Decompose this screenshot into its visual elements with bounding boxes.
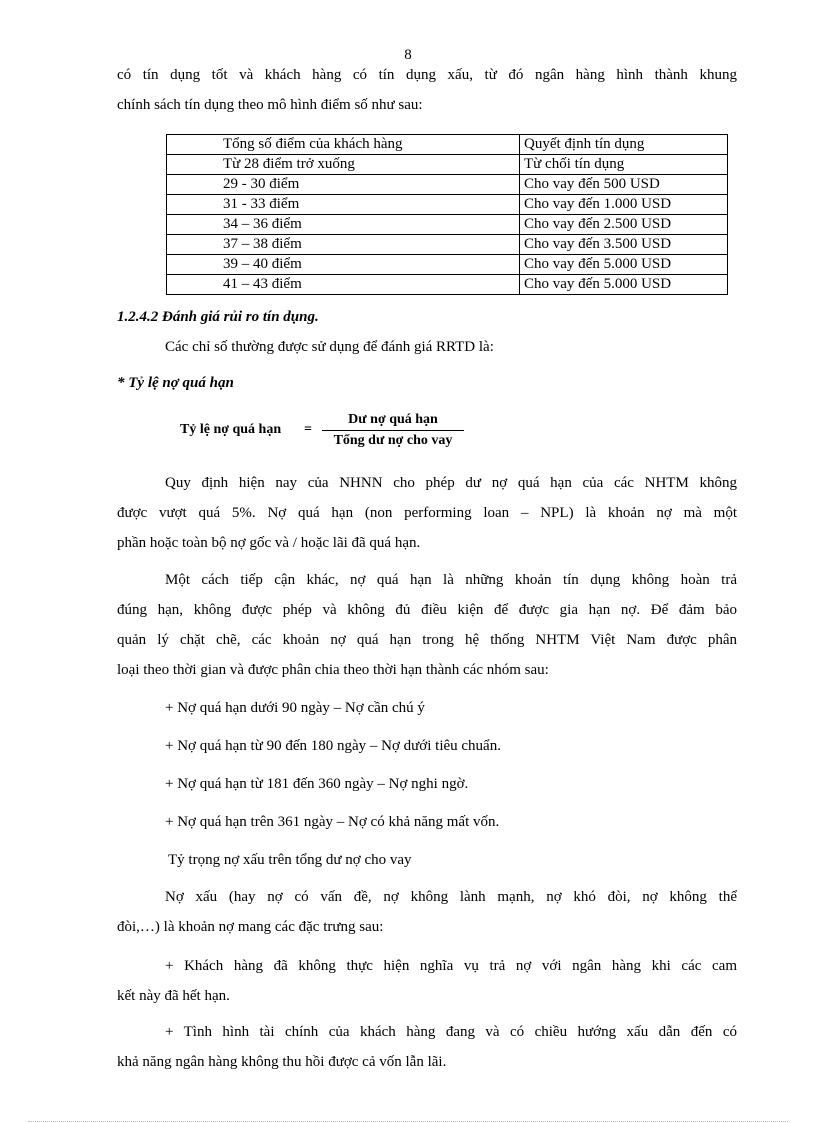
table-cell: 34 – 36 điểm	[167, 215, 520, 235]
formula-numerator: Dư nợ quá hạn	[322, 412, 464, 431]
table-cell: Cho vay đến 1.000 USD	[520, 195, 728, 215]
table-row	[167, 195, 728, 215]
ratio-title: Tỷ trọng nợ xấu trên tổng dư nợ cho vay	[168, 852, 412, 868]
table-row	[167, 175, 728, 195]
table-row	[167, 235, 728, 255]
table-header-cell: Tổng số điểm của khách hàng	[167, 135, 520, 155]
table-cell: 37 – 38 điểm	[167, 235, 520, 255]
body-line: + Tình hình tài chính của khách hàng đang và có chiều hướng xấu dẫn đến có	[165, 1024, 737, 1040]
body-line: Quy định hiện nay của NHNN cho phép dư nợ quá hạn của các NHTM không	[165, 475, 737, 491]
table-cell: Từ chối tín dụng	[520, 155, 728, 175]
body-line: khả năng ngân hàng không thu hồi được cả vốn lẫn lãi.	[117, 1054, 447, 1070]
table-cell: 31 - 33 điểm	[167, 195, 520, 215]
formula-denominator: Tổng dư nợ cho vay	[333, 433, 453, 448]
body-line: + Khách hàng đã không thực hiện nghĩa vụ trả nợ với ngân hàng khi các cam	[165, 958, 737, 974]
list-item: + Nợ quá hạn trên 361 ngày – Nợ có khả năng mất vốn.	[165, 814, 500, 830]
table-header-cell: Quyết định tín dụng	[520, 135, 728, 155]
subheading-overdue-ratio: * Tỷ lệ nợ quá hạn	[117, 375, 234, 391]
body-line: Nợ xấu (hay nợ có vấn đề, nợ không lành mạnh, nợ khó đòi, nợ không thể	[165, 889, 737, 905]
formula-fraction	[322, 412, 464, 449]
table-cell: Cho vay đến 5.000 USD	[520, 255, 728, 275]
intro-line-2: chính sách tín dụng theo mô hình điểm số như sau:	[117, 97, 423, 113]
body-line: đòi,…) là khoản nợ mang các đặc trưng sau:	[117, 919, 384, 935]
body-line: loại theo thời gian và được phân chia theo thời hạn thành các nhóm sau:	[117, 662, 549, 678]
section-heading: 1.2.4.2 Đánh giá rủi ro tín dụng.	[117, 309, 319, 325]
list-item: + Nợ quá hạn từ 90 đến 180 ngày – Nợ dưới tiêu chuẩn.	[165, 738, 501, 754]
table-cell: Cho vay đến 500 USD	[520, 175, 728, 195]
table-cell: 39 – 40 điểm	[167, 255, 520, 275]
intro-line-1: có tín dụng tốt và khách hàng có tín dụng xấu, từ đó ngân hàng hình thành khung	[117, 67, 737, 83]
table-row	[167, 255, 728, 275]
formula-lhs: Tỷ lệ nợ quá hạn	[180, 422, 282, 437]
body-line: được vượt quá 5%. Nợ quá hạn (non performing loan – NPL) là khoản nợ mà một	[117, 505, 737, 521]
table-cell: 41 – 43 điểm	[167, 275, 520, 295]
formula-equals: =	[304, 422, 312, 437]
table-header-row	[167, 135, 728, 155]
table-row	[167, 215, 728, 235]
credit-score-table	[166, 134, 728, 295]
list-item: + Nợ quá hạn từ 181 đến 360 ngày – Nợ nghi ngờ.	[165, 776, 469, 792]
table-row	[167, 155, 728, 175]
table-cell: 29 - 30 điểm	[167, 175, 520, 195]
table-cell: Cho vay đến 5.000 USD	[520, 275, 728, 295]
body-line: đúng hạn, không được phép và không đủ điều kiện để được gia hạn nợ. Để đảm bảo	[117, 602, 737, 618]
table-row	[167, 275, 728, 295]
body-line: kết này đã hết hạn.	[117, 988, 230, 1004]
page-bottom-rule	[28, 1121, 788, 1122]
body-line: Một cách tiếp cận khác, nợ quá hạn là những khoản tín dụng không hoàn trả	[165, 572, 737, 588]
table-cell: Cho vay đến 2.500 USD	[520, 215, 728, 235]
page-number: 8	[404, 47, 412, 63]
list-item: + Nợ quá hạn dưới 90 ngày – Nợ cần chú ý	[165, 700, 425, 716]
table-cell: Từ 28 điểm trở xuống	[167, 155, 520, 175]
table-cell: Cho vay đến 3.500 USD	[520, 235, 728, 255]
body-line: phần hoặc toàn bộ nợ gốc và / hoặc lãi đã quá hạn.	[117, 535, 421, 551]
section-lead: Các chỉ số thường được sử dụng để đánh giá RRTD là:	[165, 339, 494, 355]
body-line: quản lý chặt chẽ, các khoản nợ quá hạn trong hệ thống NHTM Việt Nam được phân	[117, 632, 737, 648]
